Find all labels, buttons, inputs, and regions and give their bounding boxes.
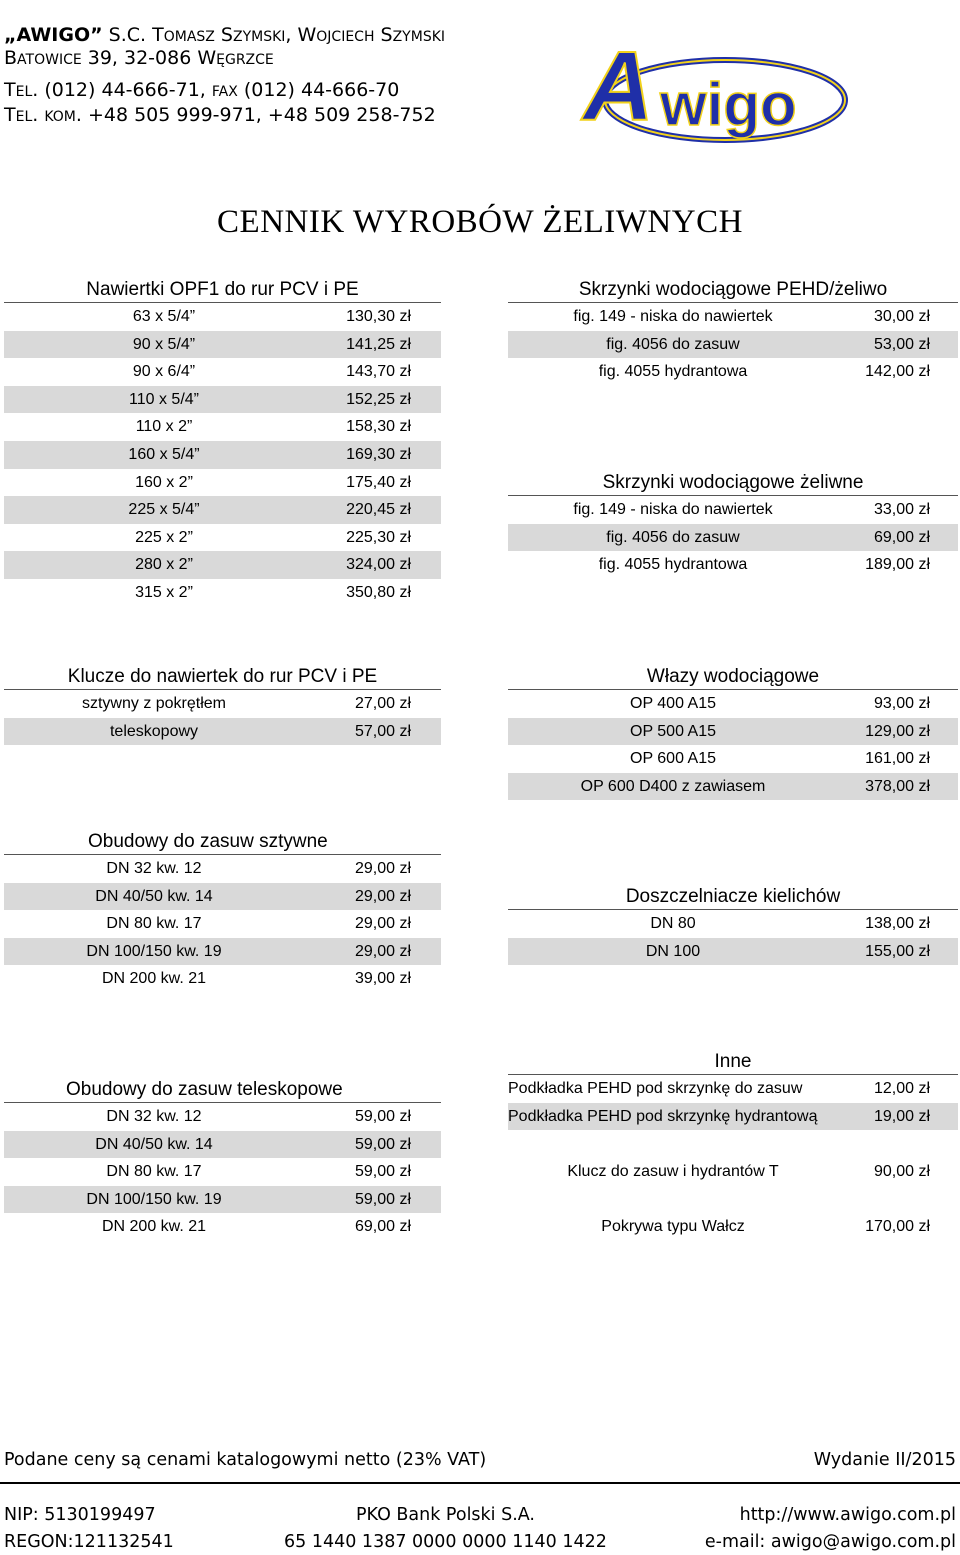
product-price: 30,00 zł — [873, 308, 930, 325]
product-price: 29,00 zł — [354, 915, 411, 933]
product-price: 59,00 zł — [354, 1108, 411, 1125]
bank-name: PKO Bank Polski S.A. — [356, 1505, 535, 1525]
product-price: 29,00 zł — [354, 942, 411, 960]
product-price: 33,00 zł — [873, 501, 930, 518]
table-row — [4, 1186, 441, 1214]
product-price: 169,30 zł — [346, 445, 411, 463]
table-row — [508, 1213, 958, 1241]
table-row — [4, 855, 441, 883]
table-row — [508, 358, 958, 386]
product-name: 90 x 6/4” — [132, 363, 196, 381]
product-price: 53,00 zł — [873, 335, 930, 353]
product-name: DN 80 — [650, 915, 696, 932]
product-name: 90 x 5/4” — [132, 335, 196, 353]
product-name: OP 500 A15 — [630, 722, 716, 740]
product-price: 57,00 zł — [354, 722, 411, 740]
product-name: DN 100/150 kw. 19 — [86, 1190, 222, 1208]
table-row — [4, 496, 441, 524]
table-row — [4, 413, 441, 441]
product-price: 152,25 zł — [346, 390, 411, 408]
table-row — [4, 469, 441, 497]
product-price: 59,00 zł — [354, 1135, 411, 1153]
table-row — [508, 331, 958, 359]
product-name: 225 x 2” — [135, 528, 193, 546]
table-row — [508, 1103, 958, 1131]
product-price: 129,00 zł — [865, 722, 930, 740]
product-price: 189,00 zł — [865, 556, 930, 574]
price-note: Podane ceny są cenami katalogowymi netto (23% VAT) — [4, 1450, 487, 1470]
product-name: teleskopowy — [109, 722, 199, 740]
footer-divider — [0, 1482, 960, 1484]
section-nawiertki — [4, 278, 441, 607]
table-row — [4, 938, 441, 966]
section-title: Włazy wodociągowe — [508, 665, 958, 690]
table-row — [4, 331, 441, 359]
table-row — [4, 303, 441, 331]
company-name-line — [4, 24, 445, 49]
product-price: 90,00 zł — [873, 1162, 930, 1180]
table-row — [4, 910, 441, 938]
product-name: DN 100 — [645, 942, 701, 960]
product-price: 59,00 zł — [354, 1190, 411, 1208]
product-name: DN 200 kw. 21 — [101, 970, 207, 988]
product-name: fig. 4056 do zasuw — [606, 335, 740, 353]
footer-note-line — [0, 1450, 960, 1476]
website-link[interactable]: http://www.awigo.com.pl — [739, 1505, 956, 1525]
product-price: 161,00 zł — [865, 750, 930, 768]
table-row — [508, 303, 958, 331]
table-row — [4, 524, 441, 552]
section-skrzynki-zeliwne — [508, 471, 958, 579]
product-price: 155,00 zł — [865, 942, 930, 960]
product-name: 160 x 5/4” — [128, 445, 200, 463]
table-row — [508, 910, 958, 938]
section-doszczelniacze — [508, 885, 958, 965]
product-name: fig. 149 - niska do nawiertek — [573, 308, 773, 325]
table-row — [508, 1075, 958, 1103]
table-row — [508, 718, 958, 746]
table-row — [4, 441, 441, 469]
product-price: 12,00 zł — [873, 1080, 930, 1097]
product-name: fig. 4056 do zasuw — [606, 528, 740, 546]
section-obudowy-teleskopowe — [4, 1078, 441, 1241]
product-name: 225 x 5/4” — [128, 501, 200, 519]
section-obudowy-sztywne — [4, 830, 441, 993]
product-price: 225,30 zł — [346, 528, 411, 546]
section-wlazy — [508, 665, 958, 800]
product-price: 59,00 zł — [354, 1163, 411, 1181]
awigo-logo — [575, 20, 850, 150]
table-row — [4, 718, 441, 746]
product-name: DN 200 kw. 21 — [101, 1218, 207, 1236]
product-name: DN 40/50 kw. 14 — [95, 1135, 213, 1153]
product-name: DN 80 kw. 17 — [106, 1163, 202, 1181]
product-name: fig. 4055 hydrantowa — [598, 556, 748, 574]
table-row — [4, 1103, 441, 1131]
page-title: CENNIK WYROBÓW ŻELIWNYCH — [217, 204, 743, 240]
product-price: 324,00 zł — [346, 556, 411, 574]
table-row — [4, 883, 441, 911]
product-name: DN 32 kw. 12 — [106, 1108, 202, 1125]
product-price: 69,00 zł — [873, 528, 930, 546]
product-price: 69,00 zł — [354, 1218, 411, 1236]
edition: Wydanie II/2015 — [813, 1450, 956, 1470]
table-row — [508, 551, 958, 579]
section-title: Klucze do nawiertek do rur PCV i PE — [4, 665, 441, 690]
table-row — [508, 938, 958, 966]
section-title: Obudowy do zasuw teleskopowe — [4, 1078, 441, 1103]
product-price: 220,45 zł — [346, 501, 411, 519]
nip: NIP: 5130199497 — [4, 1505, 156, 1525]
product-price: 141,25 zł — [346, 335, 411, 353]
product-price: 130,30 zł — [346, 308, 411, 325]
section-title: Nawiertki OPF1 do rur PCV i PE — [4, 278, 441, 303]
product-price: 142,00 zł — [865, 363, 930, 381]
product-price: 158,30 zł — [346, 418, 411, 436]
product-price: 93,00 zł — [873, 695, 930, 712]
section-inne — [508, 1050, 958, 1241]
product-name: Klucz do zasuw i hydrantów T — [567, 1162, 779, 1180]
product-price: 29,00 zł — [354, 887, 411, 905]
product-name: 63 x 5/4” — [132, 308, 196, 325]
bank-account: 65 1440 1387 0000 0000 1140 1422 — [284, 1532, 607, 1552]
section-title: Skrzynki wodociągowe PEHD/żeliwo — [508, 278, 958, 303]
product-name: DN 40/50 kw. 14 — [95, 887, 213, 905]
company-mobile: TEL. KOM. +48 505 999-971, +48 509 258-752 — [4, 104, 436, 126]
product-name: fig. 4055 hydrantowa — [598, 363, 748, 381]
product-price: 170,00 zł — [865, 1217, 930, 1235]
table-row — [4, 551, 441, 579]
table-row — [4, 358, 441, 386]
company-owners: S.C. TOMASZ SZYMSKI, WOJCIECH SZYMSKI — [108, 24, 446, 46]
email-link[interactable]: e-mail: awigo@awigo.com.pl — [704, 1532, 956, 1552]
table-row — [4, 1158, 441, 1186]
table-row — [508, 1185, 958, 1213]
table-row — [508, 690, 958, 718]
regon: REGON:121132541 — [4, 1532, 174, 1552]
product-name: Pokrywa typu Wałcz — [601, 1217, 745, 1235]
product-price: 19,00 zł — [873, 1107, 930, 1125]
table-row — [4, 386, 441, 414]
svg-text:A: A — [583, 31, 654, 141]
product-name: OP 600 A15 — [630, 750, 716, 768]
product-name: fig. 149 - niska do nawiertek — [573, 501, 773, 518]
company-address: BATOWICE 39, 32-086 WĘGRZCE — [4, 47, 274, 69]
product-name: 110 x 5/4” — [129, 390, 199, 408]
table-row — [4, 579, 441, 607]
product-name: 160 x 2” — [135, 473, 193, 491]
section-klucze — [4, 665, 441, 745]
product-price: 143,70 zł — [346, 363, 411, 381]
product-price: 378,00 zł — [865, 777, 930, 795]
section-title: Inne — [508, 1050, 958, 1075]
product-name: DN 32 kw. 12 — [106, 860, 202, 877]
product-price: 39,00 zł — [354, 970, 411, 988]
table-row — [4, 1131, 441, 1159]
product-name: Podkładka PEHD pod skrzynkę hydrantową — [508, 1107, 818, 1125]
product-price: 175,40 zł — [346, 473, 411, 491]
table-row — [4, 690, 441, 718]
product-name: 110 x 2” — [135, 418, 193, 436]
product-name: Podkładka PEHD pod skrzynkę do zasuw — [508, 1080, 803, 1097]
table-row — [508, 524, 958, 552]
table-row — [508, 1130, 958, 1158]
product-price: 138,00 zł — [865, 915, 930, 932]
product-name: sztywny z pokrętłem — [81, 695, 227, 712]
table-row — [508, 1158, 958, 1186]
product-name: DN 100/150 kw. 19 — [86, 942, 222, 960]
product-name: OP 600 D400 z zawiasem — [580, 777, 766, 795]
section-title: Skrzynki wodociągowe żeliwne — [508, 471, 958, 496]
company-name: „AWIGO” — [4, 24, 103, 46]
section-title: Obudowy do zasuw sztywne — [4, 830, 441, 855]
table-row — [508, 745, 958, 773]
product-name: DN 80 kw. 17 — [106, 915, 202, 933]
product-price: 27,00 zł — [354, 695, 411, 712]
product-name: 315 x 2” — [135, 583, 193, 601]
table-row — [508, 773, 958, 801]
product-name: 280 x 2” — [135, 556, 193, 574]
svg-text:wigo: wigo — [660, 71, 797, 138]
company-phone: TEL. (012) 44-666-71, FAX (012) 44-666-70 — [4, 79, 400, 101]
product-price: 350,80 zł — [346, 583, 411, 601]
product-price: 29,00 zł — [354, 860, 411, 877]
table-row — [4, 1213, 441, 1241]
product-name: OP 400 A15 — [630, 695, 716, 712]
table-row — [4, 965, 441, 993]
section-title: Doszczelniacze kielichów — [508, 885, 958, 910]
section-skrzynki-pehd — [508, 278, 958, 386]
table-row — [508, 496, 958, 524]
